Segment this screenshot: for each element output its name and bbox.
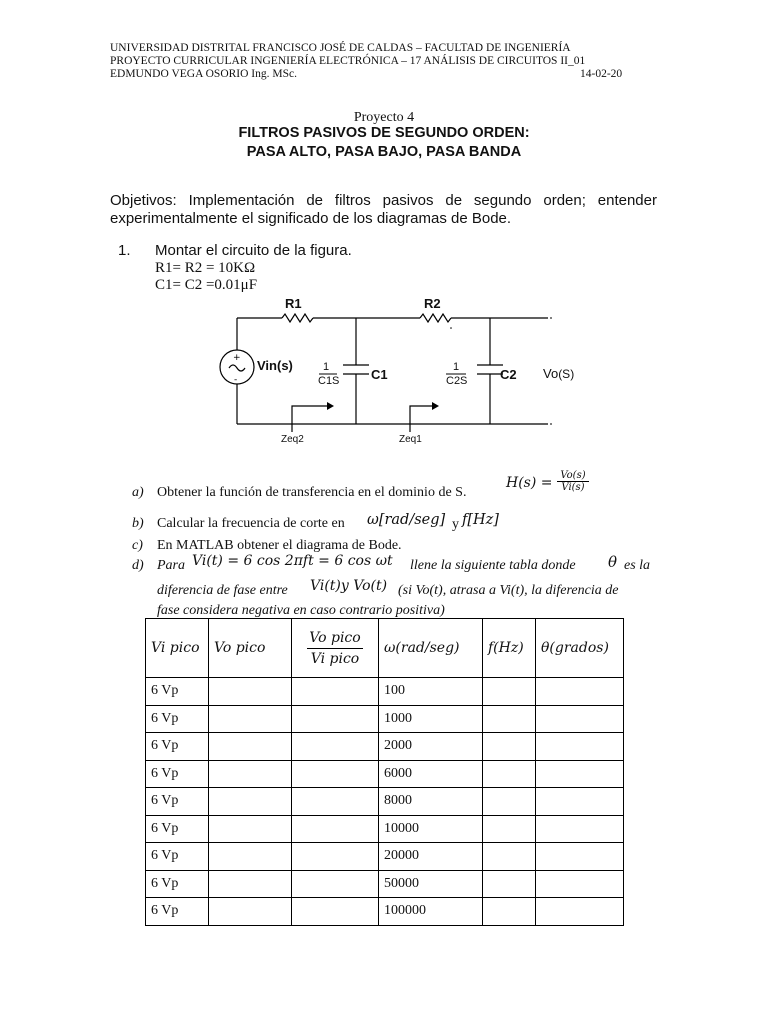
cell-vo[interactable]	[209, 815, 292, 843]
item-b-and: y	[452, 517, 459, 532]
label-zeq2: Zeq2	[281, 434, 304, 445]
cell-freq[interactable]	[483, 788, 536, 816]
cell-vi: 6 Vp	[146, 843, 209, 871]
source-tilde	[229, 365, 245, 371]
cell-vo[interactable]	[209, 678, 292, 706]
item-d-line2b: (si Vo(t), atrasa a Vi(t), la diferencia de	[398, 583, 619, 598]
table-row	[146, 678, 624, 706]
cell-ratio[interactable]	[292, 760, 379, 788]
junction-dot	[450, 327, 452, 329]
table-row	[146, 705, 624, 733]
cell-vi: 6 Vp	[146, 760, 209, 788]
item-d-para: Para	[157, 558, 185, 573]
header-vo-pico: Vo pico	[209, 619, 292, 678]
title-line-1: FILTROS PASIVOS DE SEGUNDO ORDEN:	[238, 125, 530, 141]
cell-freq[interactable]	[483, 678, 536, 706]
cell-ratio[interactable]	[292, 815, 379, 843]
cell-vo[interactable]	[209, 870, 292, 898]
label-vo	[543, 366, 574, 381]
cell-theta[interactable]	[536, 678, 624, 706]
cell-omega: 8000	[379, 788, 483, 816]
cell-theta[interactable]	[536, 843, 624, 871]
table-row	[146, 843, 624, 871]
item-b-text: Calcular la frecuencia de corte en	[157, 516, 345, 531]
cell-ratio[interactable]	[292, 870, 379, 898]
cell-vi: 6 Vp	[146, 815, 209, 843]
table-row	[146, 815, 624, 843]
header-date: 14-02-20	[580, 68, 623, 80]
capacitor-values: C1= C2 =0.01μF	[155, 277, 258, 293]
cell-ratio[interactable]	[292, 843, 379, 871]
objectives-paragraph: Objetivos: Implementación de filtros pasivos de segundo orden; entender experimentalmente el significado de los diagramas de Bode.	[110, 192, 657, 227]
item-d-equation: Vi(t) = 6 cos 2πft = 6 cos ωt	[192, 553, 393, 569]
resistor-r2	[420, 314, 451, 322]
tf-denominator: Vi(s)	[561, 482, 585, 493]
cell-ratio[interactable]	[292, 898, 379, 926]
cell-vo[interactable]	[209, 843, 292, 871]
header-omega: ω(rad/seg)	[379, 619, 483, 678]
cell-theta[interactable]	[536, 760, 624, 788]
cell-omega: 1000	[379, 705, 483, 733]
tf-numerator: Vo(s)	[557, 470, 589, 482]
ratio-fraction	[307, 630, 362, 667]
cell-freq[interactable]	[483, 898, 536, 926]
cell-freq[interactable]	[483, 870, 536, 898]
cell-vo[interactable]	[209, 788, 292, 816]
cell-vo[interactable]	[209, 733, 292, 761]
item-c-label: c)	[132, 538, 143, 553]
table-header-row	[146, 619, 624, 678]
project-number: Proyecto 4	[353, 110, 415, 125]
item-d-label: d)	[132, 558, 144, 573]
label-r1: R1	[285, 296, 302, 311]
header-frequency: f(Hz)	[483, 619, 536, 678]
table-row	[146, 788, 624, 816]
label-c2: C2	[500, 367, 517, 382]
table-row	[146, 733, 624, 761]
ratio-numerator: Vo pico	[307, 630, 362, 649]
header-theta: θ(grados)	[536, 619, 624, 678]
cell-omega: 6000	[379, 760, 483, 788]
cell-vi: 6 Vp	[146, 705, 209, 733]
step-number: 1.	[118, 242, 131, 259]
cell-theta[interactable]	[536, 898, 624, 926]
cell-freq[interactable]	[483, 760, 536, 788]
cell-ratio[interactable]	[292, 788, 379, 816]
cell-ratio[interactable]	[292, 705, 379, 733]
resistor-values: R1= R2 = 10KΩ	[155, 260, 256, 276]
item-a-label: a)	[132, 485, 144, 500]
zc2-numerator: 1	[453, 361, 460, 373]
zeq2-arrowhead	[327, 402, 334, 410]
source-plus: +	[233, 353, 241, 363]
zc1-denominator: C1S	[318, 375, 340, 387]
vo-text: Vo	[543, 366, 559, 381]
header-line-3: EDMUNDO VEGA OSORIO Ing. MSc.	[110, 68, 297, 80]
item-c-text: En MATLAB obtener el diagrama de Bode.	[157, 538, 402, 553]
cell-vo[interactable]	[209, 898, 292, 926]
item-d-theta: θ	[608, 553, 618, 571]
cell-freq[interactable]	[483, 815, 536, 843]
header-line-2: PROYECTO CURRICULAR INGENIERÍA ELECTRÓNICA – 17 ANÁLISIS DE CIRCUITOS II_01	[110, 55, 586, 67]
zeq2-arrow-line	[292, 406, 327, 432]
cell-vi: 6 Vp	[146, 678, 209, 706]
header-line-1: UNIVERSIDAD DISTRITAL FRANCISCO JOSÉ DE CALDAS – FACULTAD DE INGENIERÍA	[110, 42, 571, 54]
transfer-function-lhs: H(s) =	[506, 475, 553, 491]
cell-ratio[interactable]	[292, 678, 379, 706]
resistor-r1	[282, 314, 313, 322]
item-b-label: b)	[132, 516, 144, 531]
cell-theta[interactable]	[536, 815, 624, 843]
title-line-2: PASA ALTO, PASA BAJO, PASA BANDA	[246, 144, 522, 160]
cell-omega: 100000	[379, 898, 483, 926]
cell-omega: 10000	[379, 815, 483, 843]
item-b-omega: ω[rad/seg]	[367, 512, 446, 528]
step-text: Montar el circuito de la figura.	[155, 242, 352, 259]
cell-theta[interactable]	[536, 705, 624, 733]
cell-theta[interactable]	[536, 870, 624, 898]
source-minus: -	[234, 375, 238, 385]
item-d-text-2: es la	[624, 558, 651, 573]
cell-vi: 6 Vp	[146, 870, 209, 898]
header-ratio	[292, 619, 379, 678]
zeq1-arrowhead	[432, 402, 439, 410]
item-d-signals: Vi(t)y Vo(t)	[310, 578, 388, 594]
item-a-text: Obtener la función de transferencia en el dominio de S.	[157, 485, 467, 500]
cell-theta[interactable]	[536, 733, 624, 761]
measurement-table	[145, 618, 624, 926]
ratio-denominator: Vi pico	[310, 650, 360, 667]
cell-omega: 100	[379, 678, 483, 706]
transfer-function-fraction	[557, 470, 589, 493]
table-row	[146, 760, 624, 788]
item-d-line3: fase considera negativa en caso contrario positiva)	[157, 603, 445, 618]
cell-freq[interactable]	[483, 705, 536, 733]
cell-vi: 6 Vp	[146, 898, 209, 926]
header-vi-pico: Vi pico	[146, 619, 209, 678]
zc2-denominator: C2S	[446, 375, 468, 387]
table-row	[146, 898, 624, 926]
item-b-freq: f[Hz]	[462, 512, 499, 528]
label-vin: Vin(s)	[257, 358, 293, 373]
label-c1: C1	[371, 367, 388, 382]
table-row	[146, 870, 624, 898]
cell-vo[interactable]	[209, 760, 292, 788]
cell-vi: 6 Vp	[146, 788, 209, 816]
cell-ratio[interactable]	[292, 733, 379, 761]
cell-vi: 6 Vp	[146, 733, 209, 761]
item-d-line2a: diferencia de fase entre	[157, 583, 288, 598]
cell-omega: 20000	[379, 843, 483, 871]
cell-theta[interactable]	[536, 788, 624, 816]
item-d-text-1: llene la siguiente tabla donde	[410, 558, 576, 573]
cell-vo[interactable]	[209, 705, 292, 733]
cell-omega: 2000	[379, 733, 483, 761]
cell-freq[interactable]	[483, 733, 536, 761]
label-r2: R2	[424, 296, 441, 311]
zc1-numerator: 1	[323, 361, 330, 373]
cell-freq[interactable]	[483, 843, 536, 871]
cell-omega: 50000	[379, 870, 483, 898]
vo-s: (S)	[558, 367, 575, 381]
label-zeq1: Zeq1	[399, 434, 422, 445]
circuit-diagram	[0, 0, 768, 470]
